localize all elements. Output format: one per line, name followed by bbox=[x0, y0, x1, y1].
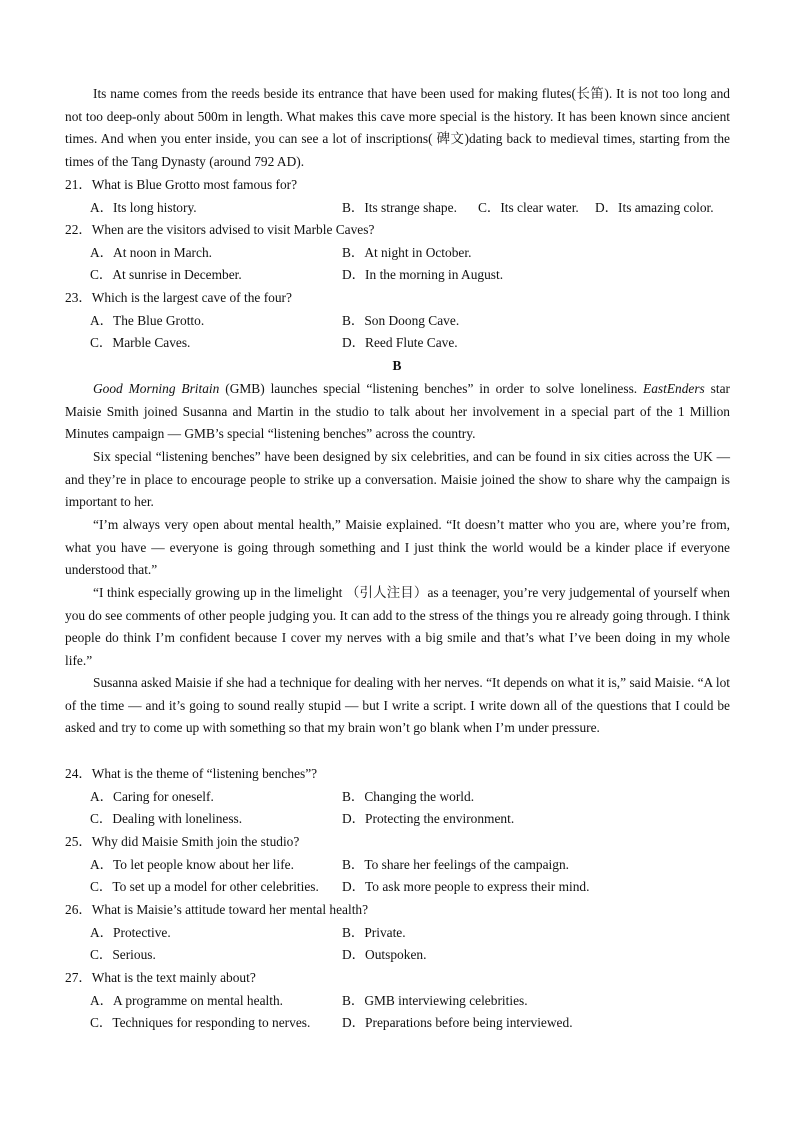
q25-option-b: B．To share her feelings of the campaign. bbox=[342, 857, 569, 872]
question-22: 22．When are the visitors advised to visit Marble Caves? bbox=[65, 222, 375, 237]
q23-option-a: A．The Blue Grotto. bbox=[90, 313, 205, 328]
q21-option-c: C．Its clear water. bbox=[478, 200, 579, 215]
q26-option-a: A．Protective. bbox=[90, 925, 171, 940]
q27-option-c: C．Techniques for responding to nerves. bbox=[90, 1015, 311, 1030]
q26-option-b: B．Private. bbox=[342, 925, 406, 940]
q26-option-c: C．Serious. bbox=[90, 947, 156, 962]
q24-option-d: D．Protecting the environment. bbox=[342, 811, 515, 826]
q22-option-c: C．At sunrise in December. bbox=[90, 267, 242, 282]
q22-option-d: D．In the morning in August. bbox=[342, 267, 504, 282]
question-24: 24．What is the theme of “listening benches”? bbox=[65, 766, 318, 781]
question-27: 27．What is the text mainly about? bbox=[65, 970, 256, 985]
question-21: 21．What is Blue Grotto most famous for? bbox=[65, 177, 298, 192]
passage-b-paragraph-2: Six special “listening benches” have been designed by six celebrities, and can be found in six cities across the UK — and they’re in place to encourage people to strike up a conversation. Maisie joined the show to share why the campaign is important to her. bbox=[65, 449, 730, 510]
passage-b-paragraph-5: Susanna asked Maisie if she had a technique for dealing with her nerves. “It depends on what it is,” said Maisie. “A lot of the time — and it’s going to sound really stupid — but I write a script. I write down all of the questions that I could be asked and try to come up with something so that my brain won’t go blank when I’m under pressure. bbox=[65, 675, 730, 736]
q23-option-c: C．Marble Caves. bbox=[90, 335, 191, 350]
passage-b-p1-text-1: (GMB) launches special “listening benches” in order to solve loneliness. bbox=[219, 381, 644, 396]
q23-option-b: B．Son Doong Cave. bbox=[342, 313, 460, 328]
q24-option-b: B．Changing the world. bbox=[342, 789, 475, 804]
q27-option-b: B．GMB interviewing celebrities. bbox=[342, 993, 528, 1008]
q21-option-b: B．Its strange shape. bbox=[342, 200, 457, 215]
question-23: 23．Which is the largest cave of the four? bbox=[65, 290, 292, 305]
q27-option-d: D．Preparations before being interviewed. bbox=[342, 1015, 573, 1030]
q26-option-d: D．Outspoken. bbox=[342, 947, 427, 962]
q24-option-a: A．Caring for oneself. bbox=[90, 789, 214, 804]
passage-b-paragraph-4: “I think especially growing up in the limelight （引人注目）as a teenager, you’re very judgemental of yourself when you do see comments of other people judging you. It can add to the stress of the things you re already going through. I think people do think I’m confident because I cover my nerves with a big smile and that’s what I’ve been doing in my whole life.” bbox=[65, 585, 730, 668]
q22-option-b: B．At night in October. bbox=[342, 245, 472, 260]
q25-option-c: C．To set up a model for other celebrities. bbox=[90, 879, 319, 894]
section-b-heading: B bbox=[392, 358, 402, 373]
q25-option-a: A．To let people know about her life. bbox=[90, 857, 294, 872]
passage-b-paragraph-1 bbox=[65, 378, 730, 446]
passage-b-paragraph-3: “I’m always very open about mental health,” Maisie explained. “It doesn’t matter who you are, where you’re from, what you have — everyone is going through something and I just think the world would be a kinder place if everyone understood that.” bbox=[65, 517, 730, 578]
passage-a-final-paragraph: Its name comes from the reeds beside its entrance that have been used for making flutes(长笛). It is not too long and not too deep-only about 500m in length. What makes this cave more special is the history. It has been known since ancient times. And when you enter inside, you can see a lot of inscriptions( 碑文)dating back to medieval times, starting from the times of the Tang Dynasty (around 792 AD). bbox=[65, 86, 730, 169]
show-title-gmb: Good Morning Britain bbox=[93, 381, 220, 396]
q27-option-a: A．A programme on mental health. bbox=[90, 993, 283, 1008]
passage-b-p1-text-2: star Maisie Smith joined Susanna and Martin in the studio to talk about her involvement in a special part of the 1 Million Minutes campaign — GMB’s special “listening benches” across the country. bbox=[65, 381, 730, 442]
q24-option-c: C．Dealing with loneliness. bbox=[90, 811, 243, 826]
q23-option-d: D．Reed Flute Cave. bbox=[342, 335, 458, 350]
question-25: 25．Why did Maisie Smith join the studio? bbox=[65, 834, 300, 849]
q21-option-a: A．Its long history. bbox=[90, 200, 197, 215]
q22-option-a: A．At noon in March. bbox=[90, 245, 212, 260]
question-26: 26．What is Maisie’s attitude toward her mental health? bbox=[65, 902, 369, 917]
q25-option-d: D．To ask more people to express their mind. bbox=[342, 879, 590, 894]
show-title-eastenders: EastEnders bbox=[643, 381, 705, 396]
q21-option-d: D．Its amazing color. bbox=[595, 200, 714, 215]
